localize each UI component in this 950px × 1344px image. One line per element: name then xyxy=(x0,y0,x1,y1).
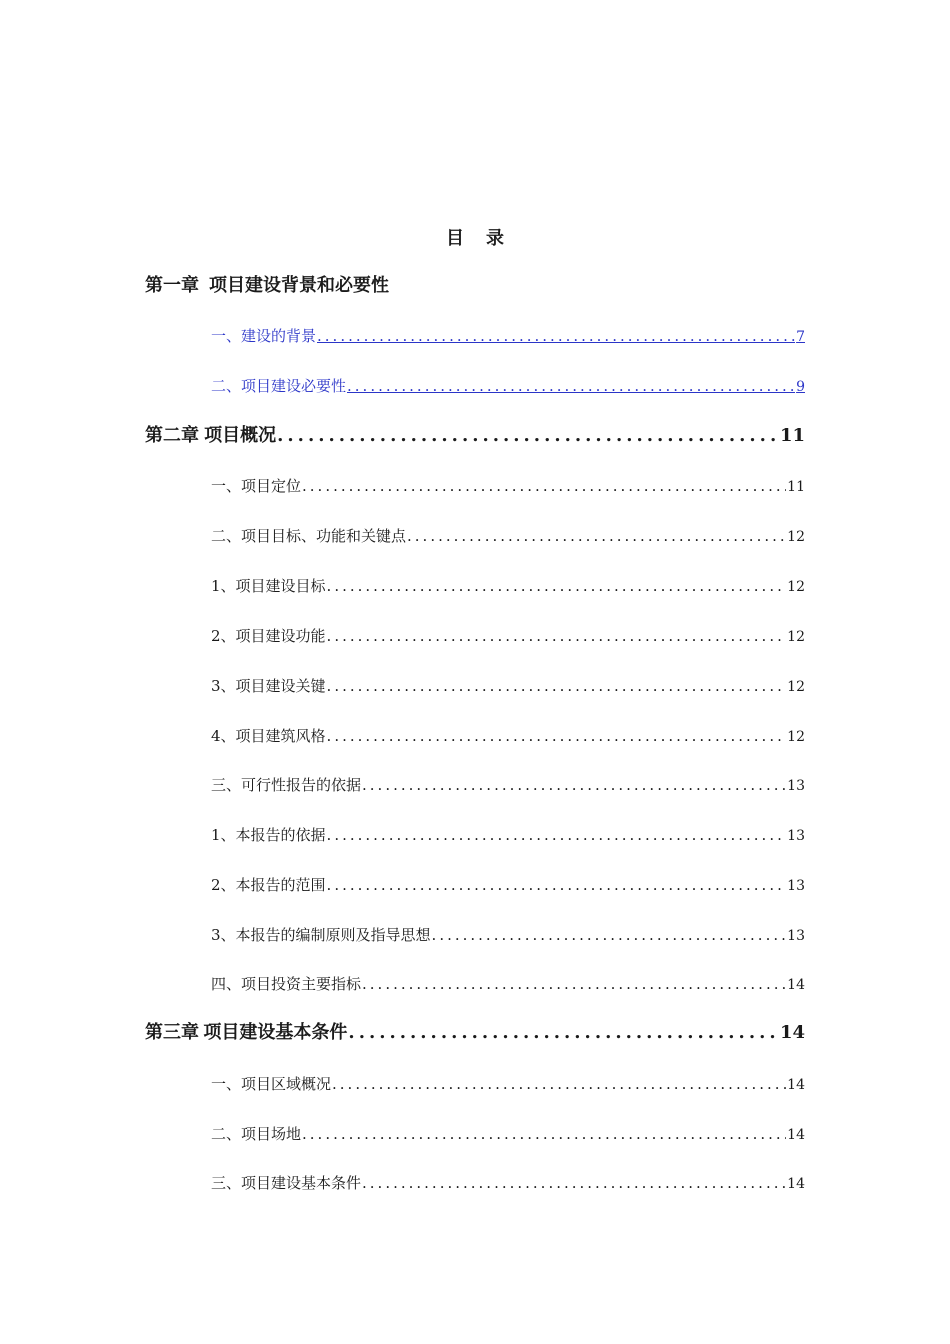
toc-title-part2: 录 xyxy=(486,228,504,249)
toc-entry-label: 3、本报告的编制原则及指导思想 xyxy=(211,926,431,944)
toc-page-number: 11 xyxy=(787,479,805,495)
toc-page-number: 12 xyxy=(787,729,805,745)
toc-entry-label: 四、项目投资主要指标 xyxy=(211,975,362,993)
leader-dots xyxy=(327,823,787,847)
toc-page-number: 11 xyxy=(779,425,805,446)
toc-page-number: 14 xyxy=(779,1022,805,1043)
toc-title xyxy=(0,224,950,250)
toc-page-number: 12 xyxy=(787,529,805,545)
leader-dots xyxy=(362,773,786,797)
toc-page-number: 12 xyxy=(787,679,805,695)
toc-page-number: 13 xyxy=(787,878,805,894)
toc-page-number: 14 xyxy=(787,977,805,993)
leader-dots xyxy=(277,424,779,448)
toc-entry-label: 2、项目建设功能 xyxy=(211,627,326,645)
leader-dots xyxy=(332,1072,786,1096)
toc-page-number: 13 xyxy=(787,828,805,844)
toc-entry[interactable] xyxy=(211,624,805,648)
toc-entry-label: 3、项目建设关键 xyxy=(211,677,326,695)
toc-entry[interactable] xyxy=(211,972,805,996)
toc-page-number: 9 xyxy=(796,379,805,395)
leader-dots xyxy=(432,923,787,947)
toc-entry[interactable] xyxy=(211,873,805,897)
toc-chapter-3[interactable] xyxy=(145,1021,805,1045)
chapter-title: 项目建设背景和必要性 xyxy=(209,275,389,296)
toc-entry-label: 4、项目建筑风格 xyxy=(211,727,326,745)
toc-entry-label: 二、项目建设必要性 xyxy=(211,377,347,395)
toc-page-number: 14 xyxy=(787,1176,805,1192)
toc-entry-label: 一、建设的背景 xyxy=(211,327,317,345)
leader-dots xyxy=(348,1021,779,1045)
toc-entry-link[interactable] xyxy=(211,324,805,348)
leader-dots xyxy=(327,674,787,698)
toc-entry[interactable] xyxy=(211,823,805,847)
toc-entry[interactable] xyxy=(211,574,805,598)
leader-dots xyxy=(302,474,786,498)
chapter-title: 项目建设基本条件 xyxy=(203,1022,348,1043)
chapter-title: 项目概况 xyxy=(204,425,277,446)
leader-dots xyxy=(327,724,787,748)
toc-page-number: 13 xyxy=(787,928,805,944)
toc-entry[interactable] xyxy=(211,773,805,797)
toc-page-number: 7 xyxy=(796,329,805,345)
toc-entry-label: 1、项目建设目标 xyxy=(211,577,326,595)
leader-dots xyxy=(362,972,786,996)
leader-dots xyxy=(327,873,787,897)
toc-entry-label: 2、本报告的范围 xyxy=(211,876,326,894)
toc-title-part1: 目 xyxy=(446,228,464,249)
leader-dots xyxy=(327,574,787,598)
toc-entry[interactable] xyxy=(211,724,805,748)
toc-entry[interactable] xyxy=(211,923,805,947)
toc-entry[interactable] xyxy=(211,674,805,698)
toc-entry-label: 三、可行性报告的依据 xyxy=(211,776,362,794)
toc-page-number: 14 xyxy=(787,1127,805,1143)
toc-entry[interactable] xyxy=(211,524,805,548)
toc-entry-label: 二、项目场地 xyxy=(211,1125,302,1143)
toc-chapter-1[interactable] xyxy=(145,274,389,298)
chapter-number: 第三章 xyxy=(145,1022,199,1043)
chapter-number: 第二章 xyxy=(145,425,199,446)
toc-entry-label: 一、项目区域概况 xyxy=(211,1075,332,1093)
toc-entry-label: 二、项目目标、功能和关键点 xyxy=(211,527,407,545)
toc-entry[interactable] xyxy=(211,474,805,498)
toc-page-number: 14 xyxy=(787,1077,805,1093)
toc-entry-label: 一、项目定位 xyxy=(211,477,302,495)
leader-dots xyxy=(327,624,787,648)
leader-dots xyxy=(347,374,795,398)
toc-entry-label: 1、本报告的依据 xyxy=(211,826,326,844)
leader-dots xyxy=(362,1171,786,1195)
leader-dots xyxy=(302,1122,786,1146)
toc-entry[interactable] xyxy=(211,1072,805,1096)
toc-entry[interactable] xyxy=(211,1171,805,1195)
toc-chapter-2[interactable] xyxy=(145,424,805,448)
chapter-number: 第一章 xyxy=(145,275,199,296)
toc-entry[interactable] xyxy=(211,1122,805,1146)
leader-dots xyxy=(407,524,786,548)
toc-entry-label: 三、项目建设基本条件 xyxy=(211,1174,362,1192)
toc-entry-link[interactable] xyxy=(211,374,805,398)
toc-page-number: 12 xyxy=(787,579,805,595)
toc-page-number: 12 xyxy=(787,629,805,645)
toc-page-number: 13 xyxy=(787,778,805,794)
leader-dots xyxy=(317,324,795,348)
